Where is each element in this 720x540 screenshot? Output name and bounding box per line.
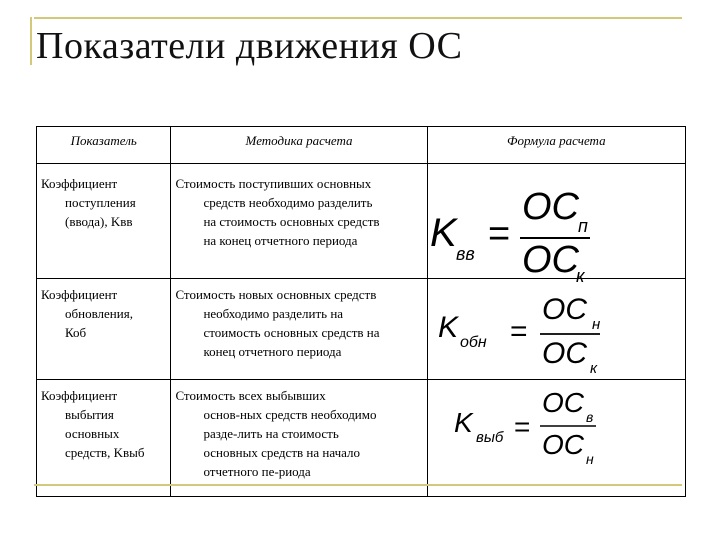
method-line: разде-лить на стоимость [203, 426, 339, 441]
formula-denominator-subscript: к [589, 360, 597, 377]
method-line: Стоимость поступивших основных [175, 176, 372, 191]
indicator-line: Коб [65, 325, 87, 340]
formula-denominator-subscript: н [585, 451, 594, 467]
formula-cell [427, 164, 685, 286]
slide-bottom-rule [34, 484, 682, 486]
method-line: на стоимость основных средств [203, 214, 380, 229]
slide-top-rule [34, 17, 682, 19]
formula-cell [427, 279, 685, 380]
formula-k: K [437, 311, 458, 344]
indicator-line: Коэффициент [41, 287, 118, 302]
formula-equals: = [487, 213, 510, 255]
method-line: основ-ных средств необходимо [203, 407, 377, 422]
method-cell [171, 380, 427, 497]
indicator-line: обновления, [65, 306, 133, 321]
slide-title: Показатели движения ОС [36, 25, 463, 67]
formula-numerator: OC [541, 293, 587, 326]
indicator-line: выбытия [65, 407, 114, 422]
indicator-line: Коэффициент [41, 388, 118, 403]
formula-kvv [428, 164, 648, 286]
formula-numerator-subscript: п [577, 216, 588, 236]
formula-numerator: OC [541, 387, 584, 418]
formula-kvyb [428, 380, 648, 480]
formula-cell [427, 380, 685, 497]
indicator-line: (ввода), Kвв [65, 214, 133, 229]
method-line: необходимо разделить на [203, 306, 344, 321]
method-line: стоимость основных средств на [203, 325, 380, 340]
slide-left-rule [30, 17, 32, 65]
indicators-table [36, 126, 686, 497]
formula-denominator: OC [521, 239, 579, 281]
method-cell [171, 279, 427, 380]
table-header-row [37, 127, 686, 164]
indicator-line: поступления [65, 195, 136, 210]
formula-numerator-subscript: в [585, 409, 593, 425]
indicator-cell [37, 164, 171, 279]
method-line: основных средств на начало [203, 445, 360, 460]
formula-denominator: OC [541, 337, 587, 370]
table-row [37, 164, 686, 279]
indicator-line: Коэффициент [41, 176, 118, 191]
formula-k-subscript: выб [475, 429, 503, 446]
formula-kobn [428, 279, 648, 375]
formula-k-subscript: обн [459, 334, 487, 351]
formula-k: K [429, 211, 457, 255]
method-line: отчетного пе-риода [203, 464, 311, 479]
header-indicator: Показатель [37, 127, 171, 164]
formula-numerator: OC [521, 186, 579, 228]
indicator-cell [37, 380, 171, 497]
method-line: конец отчетного периода [203, 344, 342, 359]
indicator-line: средств, Kвыб [65, 445, 145, 460]
formula-numerator-subscript: н [591, 316, 600, 333]
method-line: Стоимость новых основных средств [175, 287, 377, 302]
table-row [37, 279, 686, 380]
indicator-line: основных [65, 426, 120, 441]
formula-denominator: OC [541, 429, 584, 460]
method-line: на конец отчетного периода [203, 233, 358, 248]
formula-k: K [453, 407, 473, 438]
indicator-cell [37, 279, 171, 380]
formula-equals: = [509, 315, 528, 348]
header-method: Методика расчета [171, 127, 427, 164]
method-cell [171, 164, 427, 279]
method-line: средств необходимо разделить [203, 195, 373, 210]
formula-equals: = [513, 411, 531, 442]
formula-denominator-subscript: к [575, 266, 585, 286]
method-line: Стоимость всех выбывших [175, 388, 326, 403]
header-formula: Формула расчета [427, 127, 685, 164]
formula-k-subscript: вв [455, 244, 475, 264]
table-row [37, 380, 686, 497]
